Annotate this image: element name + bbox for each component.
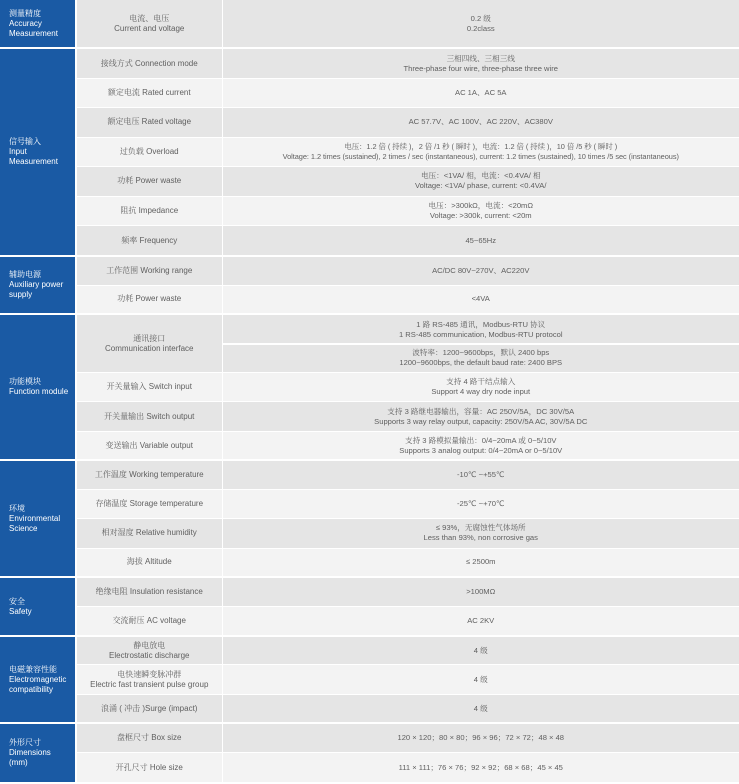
parameter-cell [76, 723, 222, 752]
value-text: AC 2KV [467, 615, 495, 625]
category-label: Measurement [9, 157, 58, 167]
value-text: AC 1A、AC 5A [455, 88, 507, 98]
parameter-cell [76, 314, 222, 372]
value-text: 4 级 [473, 645, 488, 655]
value-cell [222, 723, 739, 752]
parameter-label: 功耗 Power waste [117, 176, 182, 186]
parameter-cell [76, 402, 222, 431]
category-label: Accuracy [9, 18, 42, 28]
spec-row [0, 548, 739, 577]
value-text: 支持 3 路继电器输出，容量：AC 250V/5A，DC 30V/5A [387, 406, 575, 416]
category-cell [0, 723, 76, 783]
value-text: 1200~9600bps, the default baud rate: 2400 BPS [399, 357, 563, 367]
value-text: -10℃ ~+55℃ [457, 470, 505, 480]
value-text: Voltage: >300k, current: <20m [429, 211, 532, 221]
parameter-label: 相对湿度 Relative humidity [101, 528, 197, 538]
value-cell [222, 753, 739, 783]
value-text: 1 RS-485 communication, Modbus-RTU protocol [398, 329, 563, 339]
parameter-cell [76, 137, 222, 166]
parameter-label: 开孔尺寸 Hole size [115, 762, 183, 772]
parameter-cell [76, 548, 222, 577]
value-text: <4VA [471, 294, 490, 304]
value-divider [223, 343, 739, 345]
parameter-label: 静电放电 [133, 640, 166, 650]
category-cell [0, 636, 76, 724]
category-cell [0, 460, 76, 577]
spec-row [0, 460, 739, 489]
parameter-label: 电快速瞬变脉冲群 [117, 669, 182, 679]
parameter-cell [76, 196, 222, 225]
parameter-cell [76, 490, 222, 519]
value-text: 波特率：1200~9600bps，默认 2400 bps [412, 347, 550, 357]
value-text: 4 级 [473, 674, 488, 684]
parameter-cell [76, 460, 222, 489]
value-cell [222, 519, 739, 548]
value-cell [222, 285, 739, 314]
parameter-label: 电流、电压 [129, 13, 170, 23]
parameter-cell [76, 0, 222, 48]
spec-row [0, 196, 739, 225]
parameter-cell [76, 636, 222, 665]
category-label: Electromagnetic [9, 674, 67, 684]
parameter-label: 绝缘电阻 Insulation resistance [95, 587, 203, 597]
spec-row [0, 256, 739, 285]
parameter-label: Communication interface [105, 343, 194, 353]
category-label: Auxiliary power [9, 280, 64, 290]
value-cell [222, 577, 739, 606]
parameter-label: 频率 Frequency [121, 235, 178, 245]
parameter-label: 额定电压 Rated voltage [107, 117, 192, 127]
value-text: 电压：>300kΩ，电流：<20mΩ [428, 201, 534, 211]
parameter-label: 存储温度 Storage temperature [95, 499, 204, 509]
parameter-cell [76, 79, 222, 108]
parameter-label: 开关量输入 Switch input [106, 382, 192, 392]
value-cell [222, 48, 739, 78]
value-text: 4 级 [473, 703, 488, 713]
value-text: 电压：<1VA/ 相，电流：<0.4VA/ 相 [420, 171, 541, 181]
parameter-label: Electric fast transient pulse group [90, 679, 209, 689]
parameter-label: 交流耐压 AC voltage [112, 615, 186, 625]
spec-row [0, 373, 739, 402]
category-label: 功能模块 [9, 377, 41, 387]
value-cell [222, 79, 739, 108]
category-label: Input [9, 147, 27, 157]
category-label: Science [9, 523, 38, 533]
value-cell [222, 196, 739, 225]
value-text: 0.2class [466, 23, 495, 33]
spec-row [0, 108, 739, 137]
parameter-label: 过负载 Overload [119, 146, 179, 156]
spec-row [0, 402, 739, 431]
parameter-label: 额定电流 Rated current [107, 88, 191, 98]
parameter-label: 浪涌 ( 冲击 )Surge (impact) [101, 703, 198, 713]
parameter-label: 盘框尺寸 Box size [117, 733, 182, 743]
value-cell [222, 607, 739, 636]
value-text: Support 4 way dry node input [431, 387, 531, 397]
spec-row [0, 636, 739, 665]
parameter-label: 接线方式 Connection mode [100, 58, 198, 68]
value-cell [222, 490, 739, 519]
parameter-label: 工作范围 Working range [106, 265, 193, 275]
value-cell [222, 314, 739, 372]
value-cell [222, 402, 739, 431]
parameter-label: 功耗 Power waste [117, 294, 182, 304]
parameter-cell [76, 577, 222, 606]
value-text: 电压：1.2 倍 ( 持续 )，2 倍 /1 秒 ( 瞬时 )，电流：1.2 倍 ( 持续 )，10 倍 /5 秒 ( 瞬时 ) [344, 141, 618, 151]
category-label: Dimensions [9, 748, 51, 758]
value-text: Voltage: 1.2 times (sustained), 2 times / sec (instantaneous), current: 1.2 times (sustained), 10 times /5 sec (instantaneous) [282, 151, 679, 161]
parameter-cell [76, 285, 222, 314]
spec-row [0, 490, 739, 519]
category-cell [0, 48, 76, 256]
spec-row [0, 431, 739, 460]
parameter-cell [76, 373, 222, 402]
value-text: Supports 3 way relay output, capacity: 250V/5A AC, 30V/5A DC [374, 416, 588, 426]
parameter-cell [76, 256, 222, 285]
value-cell [222, 256, 739, 285]
category-label: Measurement [9, 28, 58, 38]
value-cell [222, 373, 739, 402]
value-cell [222, 166, 739, 196]
category-label: (mm) [9, 758, 28, 768]
spec-row [0, 753, 739, 783]
category-label: 外形尺寸 [9, 738, 41, 748]
value-cell [222, 548, 739, 577]
value-text: ≤ 2500m [466, 557, 496, 567]
parameter-cell [76, 166, 222, 196]
value-text: >100MΩ [466, 587, 496, 597]
parameter-cell [76, 48, 222, 78]
category-label: supply [9, 290, 33, 300]
spec-row [0, 723, 739, 752]
parameter-label: 变送输出 Variable output [105, 440, 193, 450]
category-cell [0, 256, 76, 314]
parameter-cell [76, 665, 222, 694]
category-label: 辅助电源 [9, 270, 41, 280]
category-label: Function module [9, 387, 69, 397]
value-cell [222, 431, 739, 460]
spec-row [0, 226, 739, 256]
value-text: 支持 3 路模拟量输出：0/4~20mA 或 0~5/10V [404, 435, 557, 445]
category-cell [0, 577, 76, 635]
value-cell [222, 137, 739, 166]
parameter-cell [76, 607, 222, 636]
parameter-cell [76, 753, 222, 783]
parameter-label: 阻抗 Impedance [120, 206, 179, 216]
category-label: Safety [9, 606, 32, 616]
category-cell [0, 314, 76, 460]
value-text: 45~65Hz [465, 235, 497, 245]
parameter-label: 开关量输出 Switch output [104, 411, 195, 421]
value-text: AC 57.7V、AC 100V、AC 220V、AC380V [408, 117, 553, 127]
value-text: 1 路 RS-485 通讯，Modbus-RTU 协议 [416, 319, 546, 329]
spec-row [0, 314, 739, 372]
parameter-cell [76, 519, 222, 548]
spec-row [0, 166, 739, 196]
spec-row [0, 577, 739, 606]
parameter-label: 海拔 Altitude [126, 557, 172, 567]
value-text: 支持 4 路干结点输入 [446, 377, 516, 387]
spec-row [0, 0, 739, 48]
spec-row [0, 79, 739, 108]
value-text: 111 × 111；76 × 76；92 × 92；68 × 68；45 × 45 [398, 762, 563, 772]
value-text: Less than 93%, non corrosive gas [423, 533, 538, 543]
parameter-cell [76, 108, 222, 137]
value-text: 三相四线、三相三线 [446, 53, 515, 63]
value-cell [222, 226, 739, 256]
category-label: 安全 [9, 596, 25, 606]
value-cell [222, 460, 739, 489]
parameter-cell [76, 694, 222, 723]
value-cell [222, 636, 739, 665]
category-label: 测量精度 [9, 8, 41, 18]
parameter-cell [76, 226, 222, 256]
parameter-label: 通讯接口 [133, 333, 166, 343]
category-label: 信号输入 [9, 137, 41, 147]
parameter-label: 工作温度 Working temperature [94, 470, 204, 480]
spec-row [0, 607, 739, 636]
category-label: 环境 [9, 503, 25, 513]
value-text: ≤ 93%，无腐蚀性气体场所 [435, 523, 526, 533]
spec-row [0, 137, 739, 166]
value-text: AC/DC 80V~270V、AC220V [432, 265, 530, 275]
category-label: compatibility [9, 684, 54, 694]
value-text: 0.2 级 [470, 13, 491, 23]
value-cell [222, 665, 739, 694]
parameter-cell [76, 431, 222, 460]
value-text: 120 × 120；80 × 80；96 × 96；72 × 72；48 × 48 [397, 733, 565, 743]
value-cell [222, 694, 739, 723]
value-text: Voltage: <1VA/ phase, current: <0.4VA/ [415, 181, 547, 191]
value-text: Three-phase four wire, three-phase three wire [403, 63, 558, 73]
spec-row [0, 694, 739, 723]
spec-row [0, 665, 739, 694]
value-text: -25℃ ~+70℃ [457, 499, 505, 509]
spec-row [0, 48, 739, 78]
parameter-label: Electrostatic discharge [109, 650, 190, 660]
category-label: 电磁兼容性能 [9, 664, 57, 674]
spec-row [0, 285, 739, 314]
spec-row [0, 519, 739, 548]
value-cell [222, 108, 739, 137]
parameter-label: Current and voltage [114, 23, 185, 33]
value-cell [222, 0, 739, 48]
value-text: Supports 3 analog output: 0/4~20mA or 0~5/10V [399, 445, 563, 455]
category-label: Environmental [9, 513, 61, 523]
category-cell [0, 0, 76, 48]
